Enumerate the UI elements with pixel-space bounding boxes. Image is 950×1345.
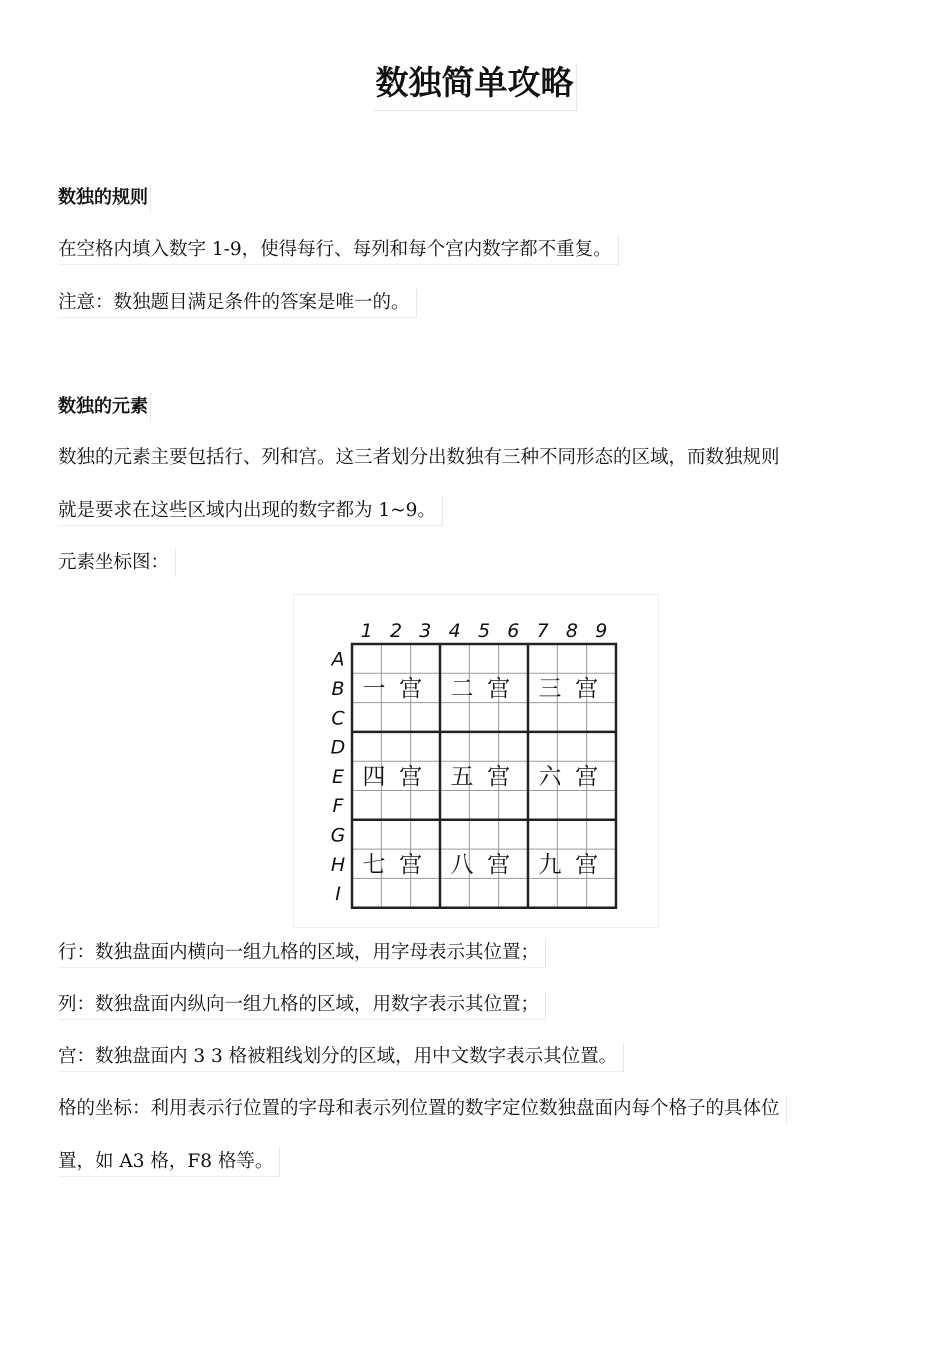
box-word-label: 宫	[487, 675, 511, 702]
box-word-label: 宫	[399, 675, 423, 702]
row-label: H	[330, 853, 346, 876]
box-word-label: 宫	[575, 851, 599, 878]
row-label: E	[331, 765, 345, 788]
box-number-label: 一	[362, 675, 386, 702]
figure-caption: 元素坐标图：	[58, 549, 176, 577]
box-number-label: 九	[538, 851, 562, 878]
column-label: 3	[419, 620, 432, 642]
row-label: C	[331, 707, 345, 730]
box-word-label: 宫	[487, 763, 511, 790]
column-label: 6	[507, 620, 520, 642]
column-label: 1	[360, 620, 373, 642]
page-title: 数独简单攻略	[0, 58, 950, 108]
box-number-label: 三	[538, 675, 562, 702]
column-label: 5	[477, 620, 491, 642]
column-label: 2	[389, 620, 403, 642]
row-label: B	[331, 677, 345, 700]
box-number-label: 六	[538, 763, 562, 790]
section-heading-rules: 数独的规则	[58, 184, 151, 212]
row-label: F	[332, 795, 344, 818]
sudoku-coordinate-figure	[293, 594, 659, 928]
row-label: D	[330, 736, 346, 759]
box-word-label: 宫	[399, 763, 423, 790]
elements-paragraph-line-1: 数独的元素主要包括行、列和宫。这三者划分出数独有三种不同形态的区域，而数独规则	[58, 447, 780, 468]
box-word-label: 宫	[399, 851, 423, 878]
definition-coordinate-line-1: 格的坐标：利用表示行位置的字母和表示列位置的数字定位数独盘面内每个格子的具体位	[58, 1095, 787, 1123]
section-heading-elements: 数独的元素	[58, 393, 151, 421]
definition-column: 列：数独盘面内纵向一组九格的区域，用数字表示其位置；	[58, 991, 546, 1020]
column-label: 7	[536, 620, 549, 642]
definition-row: 行：数独盘面内横向一组九格的区域，用字母表示其位置；	[58, 939, 546, 968]
sudoku-grid	[294, 595, 658, 927]
row-label: G	[330, 824, 346, 847]
box-word-label: 宫	[575, 675, 599, 702]
box-number-label: 二	[450, 675, 474, 702]
column-label: 4	[448, 620, 461, 642]
definition-box: 宫：数独盘面内 3 3 格被粗线划分的区域，用中文数字表示其位置。	[58, 1043, 624, 1072]
box-word-label: 宫	[575, 763, 599, 790]
definition-coordinate-line-2: 置，如 A3 格，F8 格等。	[58, 1148, 280, 1177]
row-label: A	[331, 648, 345, 671]
elements-paragraph-line-2: 就是要求在这些区域内出现的数字都为 1~9。	[58, 497, 443, 526]
rules-paragraph-2: 注意：数独题目满足条件的答案是唯一的。	[58, 289, 417, 318]
box-number-label: 四	[362, 763, 386, 790]
row-label: I	[335, 883, 341, 906]
rules-paragraph-1: 在空格内填入数字 1-9，使得每行、每列和每个宫内数字都不重复。	[58, 236, 619, 265]
box-number-label: 五	[450, 763, 474, 790]
column-label: 9	[595, 620, 608, 642]
column-label: 8	[565, 620, 579, 642]
box-word-label: 宫	[487, 851, 511, 878]
box-number-label: 七	[362, 851, 386, 878]
box-number-label: 八	[450, 851, 474, 878]
